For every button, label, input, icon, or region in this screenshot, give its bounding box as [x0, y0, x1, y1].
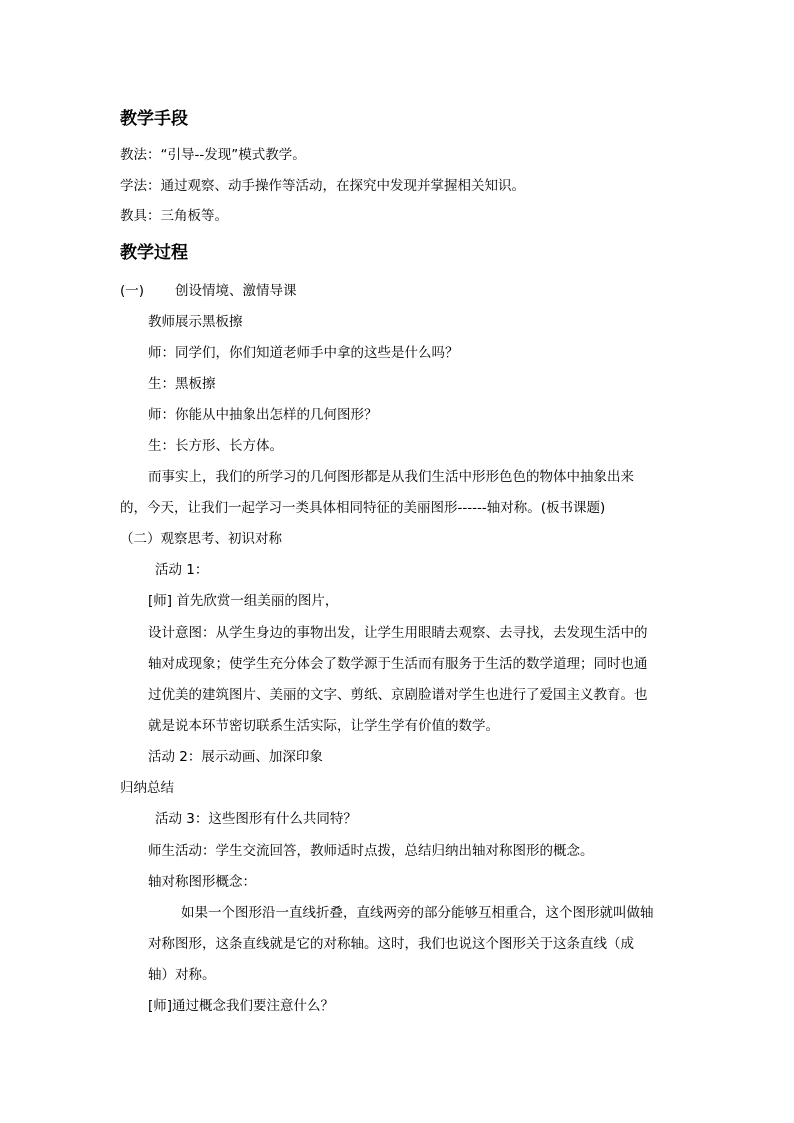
heading-teaching-means: 教学手段: [120, 109, 188, 129]
concept-line: 对称图形，这条直线就是它的对称轴。这时，我们也说这个图形关于这条直线（成: [148, 936, 634, 952]
part1-line: 师：同学们，你们知道老师手中拿的这些是什么吗？: [148, 345, 459, 361]
part2-line: 就是说本环节密切联系生活实际，让学生学有价值的数学。: [148, 718, 499, 734]
part1-line: 教师展示黑板擦: [148, 314, 243, 330]
part2-line: 设计意图：从学生身边的事物出发，让学生用眼睛去观察、去寻找，去发现生活中的: [148, 625, 648, 641]
concept-line: 如果一个图形沿一直线折叠，直线两旁的部分能够互相重合，这个图形就叫做轴: [181, 905, 654, 921]
part2-line: 活动 1：: [155, 562, 209, 578]
part1-line: 生：长方形、长方体。: [148, 438, 283, 454]
part1-title: 创设情境、激情导课: [175, 283, 297, 299]
part1-line: 而事实上，我们的所学习的几何图形都是从我们生活中形形色色的物体中抽象出来: [148, 469, 634, 485]
summary-line: 轴对称图形概念：: [148, 874, 256, 890]
summary-title: 归纳总结: [120, 780, 174, 796]
teaching-tools: 教具：三角板等。: [120, 208, 228, 224]
summary-line: 师生活动：学生交流回答，教师适时点拨，总结归纳出轴对称图形的概念。: [148, 843, 594, 859]
part1-number: (一): [120, 283, 145, 299]
part2-line: 过优美的建筑图片、美丽的文字、剪纸、京剧脸谱对学生也进行了爱国主义教育。也: [148, 687, 648, 703]
part2-line: 轴对成现象；使学生充分体会了数学源于生活而有服务于生活的数学道理；同时也通: [148, 656, 648, 672]
heading-teaching-process: 教学过程: [120, 243, 188, 263]
part1-line: 师：你能从中抽象出怎样的几何图形？: [148, 407, 378, 423]
part2-title: （二）观察思考、初识对称: [120, 531, 282, 547]
part2-line: [师] 首先欣赏一组美丽的图片，: [148, 593, 339, 609]
part1-line: 生：黑板擦: [148, 376, 216, 392]
concept-line: 轴）对称。: [148, 967, 216, 983]
part1-line: 的，今天，让我们一起学习一类具体相同特征的美丽图形------轴对称。(板书课题): [120, 500, 606, 516]
part2-line: 活动 2：展示动画、加深印象: [148, 749, 323, 765]
summary-line: 活动 3：这些图形有什么共同特？: [155, 811, 357, 827]
summary-line: [师]通过概念我们要注意什么？: [148, 998, 335, 1014]
learning-method: 学法：通过观察、动手操作等活动，在探究中发现并掌握相关知识。: [120, 178, 525, 194]
teaching-method: 教法：“引导--发现”模式教学。: [120, 147, 306, 163]
